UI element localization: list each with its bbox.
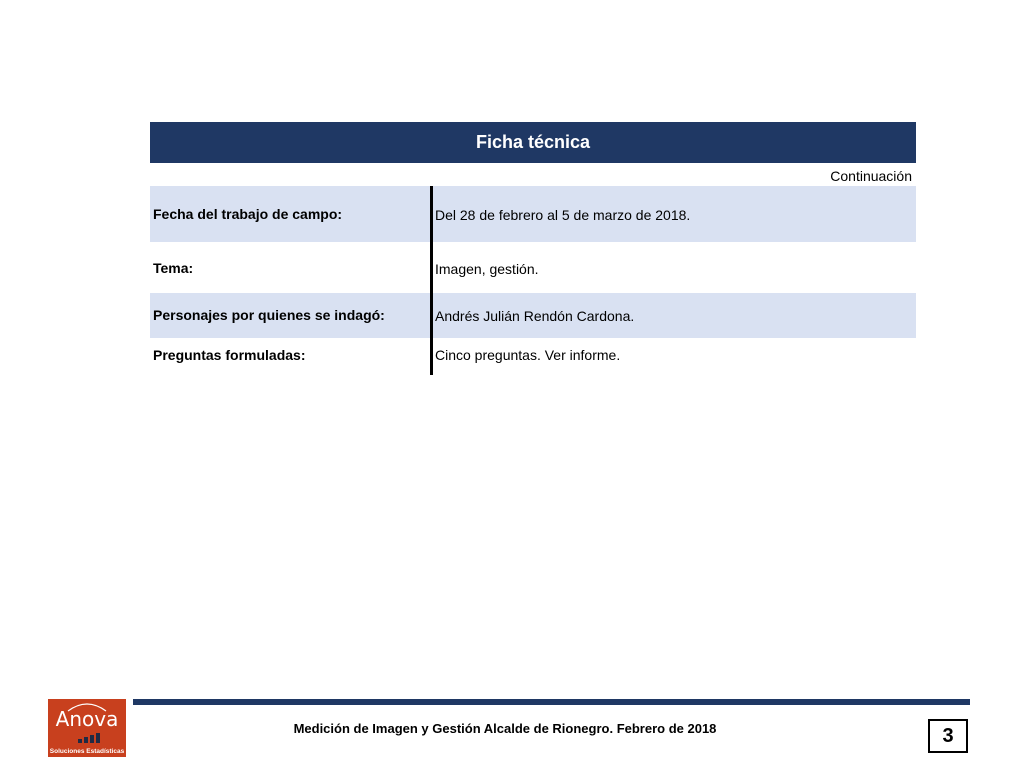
- row-value: Imagen, gestión.: [435, 261, 539, 277]
- row-value: Cinco preguntas. Ver informe.: [435, 347, 621, 363]
- table-row-personajes: [150, 293, 916, 338]
- row-label: Tema:: [153, 260, 194, 276]
- page-number: 3: [928, 719, 968, 753]
- logo-tagline: Soluciones Estadísticas: [49, 748, 125, 755]
- column-divider: [430, 186, 433, 375]
- footer-caption: Medición de Imagen y Gestión Alcalde de Rionegro. Febrero de 2018: [293, 721, 717, 736]
- table-row-tema: [150, 242, 916, 293]
- table-row-fecha: [150, 186, 916, 242]
- row-label: Fecha del trabajo de campo:: [153, 206, 343, 222]
- row-value: Del 28 de febrero al 5 de marzo de 2018.: [435, 207, 691, 223]
- footer-divider: [133, 699, 970, 705]
- bar-chart-icon: [78, 733, 102, 743]
- row-label: Personajes por quienes se indagó:: [153, 307, 385, 323]
- table-row-preguntas: [150, 338, 916, 375]
- continuation-label: Continuación: [830, 168, 912, 184]
- logo-wordmark: Anova: [55, 707, 119, 731]
- anova-logo: [48, 699, 126, 757]
- row-label: Preguntas formuladas:: [153, 347, 306, 363]
- ficha-tecnica-title: Ficha técnica: [150, 122, 916, 163]
- row-value: Andrés Julián Rendón Cardona.: [435, 308, 635, 324]
